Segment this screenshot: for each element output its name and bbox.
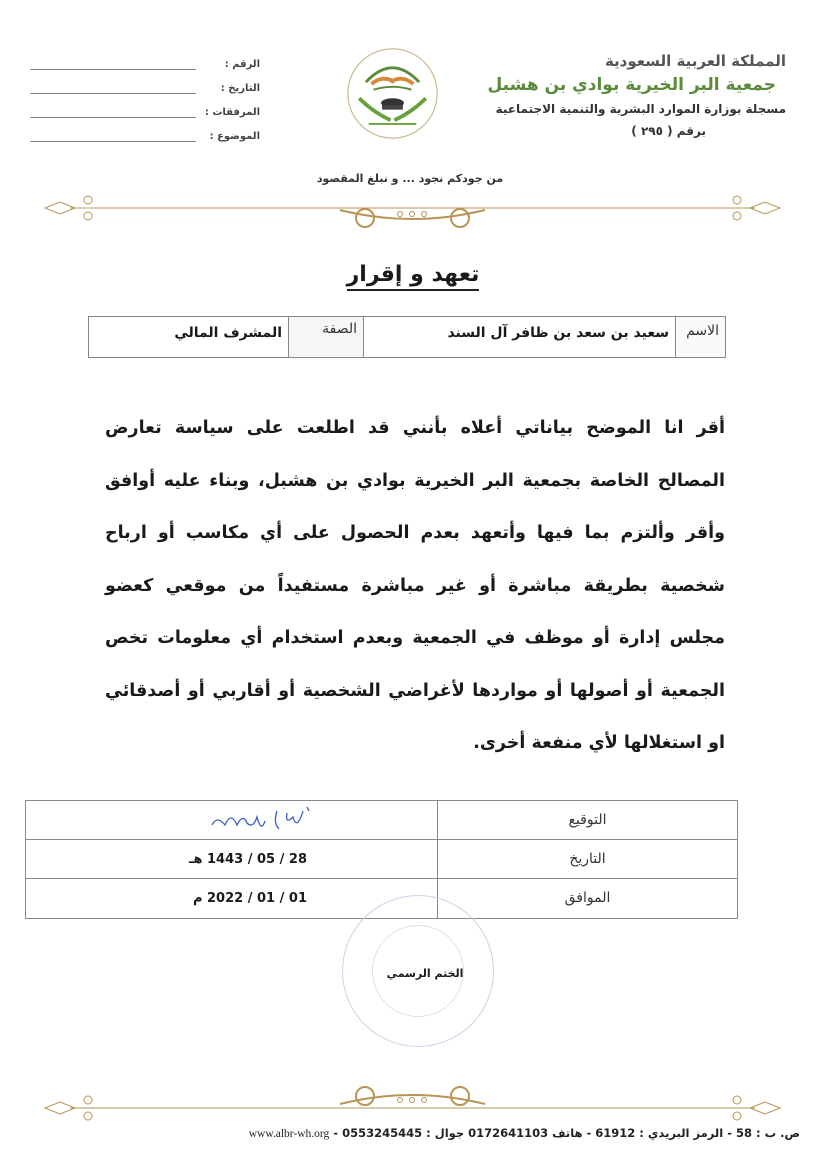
field-label: المرفقات : [204, 107, 260, 118]
signature-row [26, 801, 737, 840]
motto: من جودكم نجود ... و نبلغ المقصود [316, 172, 504, 185]
field-line [30, 129, 196, 142]
handwritten-signature [207, 803, 317, 837]
role-value: المشرف المالي [174, 325, 282, 341]
registration-text: مسجلة بوزارة الموارد البشرية والتنمية الاجتماعية [495, 102, 786, 116]
field-line [30, 105, 196, 118]
footer-contact [40, 1126, 800, 1140]
name-label: الاسم [675, 317, 725, 357]
official-stamp-label: الختم الرسمي [386, 967, 464, 980]
reference-field-number [30, 46, 260, 70]
gregorian-date-value: 01 / 01 / 2022 م [192, 891, 307, 906]
field-line [30, 81, 196, 94]
info-table [88, 316, 726, 358]
document-title: تعهد و إقرار [347, 262, 480, 291]
field-label: الرقم : [224, 59, 260, 70]
reference-field-date [30, 70, 260, 94]
signature-value [26, 801, 437, 839]
footer-website[interactable]: www.albr-wh.org [248, 1128, 330, 1140]
org-logo [345, 46, 440, 141]
registration-number: برقم ( ٢٩٥ ) [631, 124, 706, 138]
name-value: سعيد بن سعد بن ظافر آل السند [363, 317, 675, 357]
row-label: الموافق [437, 879, 737, 918]
org-name: جمعية البر الخيرية بوادي بن هشبل [487, 75, 776, 95]
top-ornament-divider [40, 188, 785, 228]
letterhead-org-block [486, 50, 786, 142]
field-label: التاريخ : [220, 83, 260, 94]
bottom-ornament-divider [40, 1086, 785, 1126]
document-title-wrap [0, 262, 826, 287]
field-line [30, 57, 196, 70]
role-label: الصفة [288, 317, 363, 357]
hijri-date-value: 28 / 05 / 1443 هـ [189, 852, 307, 867]
hijri-date-row [26, 840, 737, 879]
field-label: الموضوع : [209, 131, 260, 142]
row-label: التاريخ [437, 840, 737, 878]
declaration-body: أقر انا الموضح بياناتي أعلاه بأنني قد اطلعت على سياسة تعارض المصالح الخاصة بجمعية البر الخيرية بوادي بن هشبل، وبناء عليه أوافق وأقر وألتزم بما فيها وأتعهد بعدم الحصول على أي مكاسب أو ارباح شخصية بطريقة مباشرة أو غير مباشرة مستفيداً من موقعي كعضو مجلس إدارة أو موظف في الجمعية وبعدم استخدام أي معلومات تخص الجمعية أو أصولها أو مواردها لأغراضي الشخصية أو أقاربي أو أصدقائي او استغلالها لأي منفعة أخرى. [105, 418, 725, 753]
signature-table [25, 800, 738, 919]
footer-address: ص. ب : 58 - الرمز البريدي : 61912 - هاتف 0172641103 جوال : 0553245445 - [329, 1126, 800, 1140]
kingdom-name: المملكة العربية السعودية [604, 52, 786, 70]
reference-fields [30, 46, 260, 142]
reference-field-subject [30, 118, 260, 142]
row-label: التوقيع [437, 801, 737, 839]
reference-field-attachments [30, 94, 260, 118]
